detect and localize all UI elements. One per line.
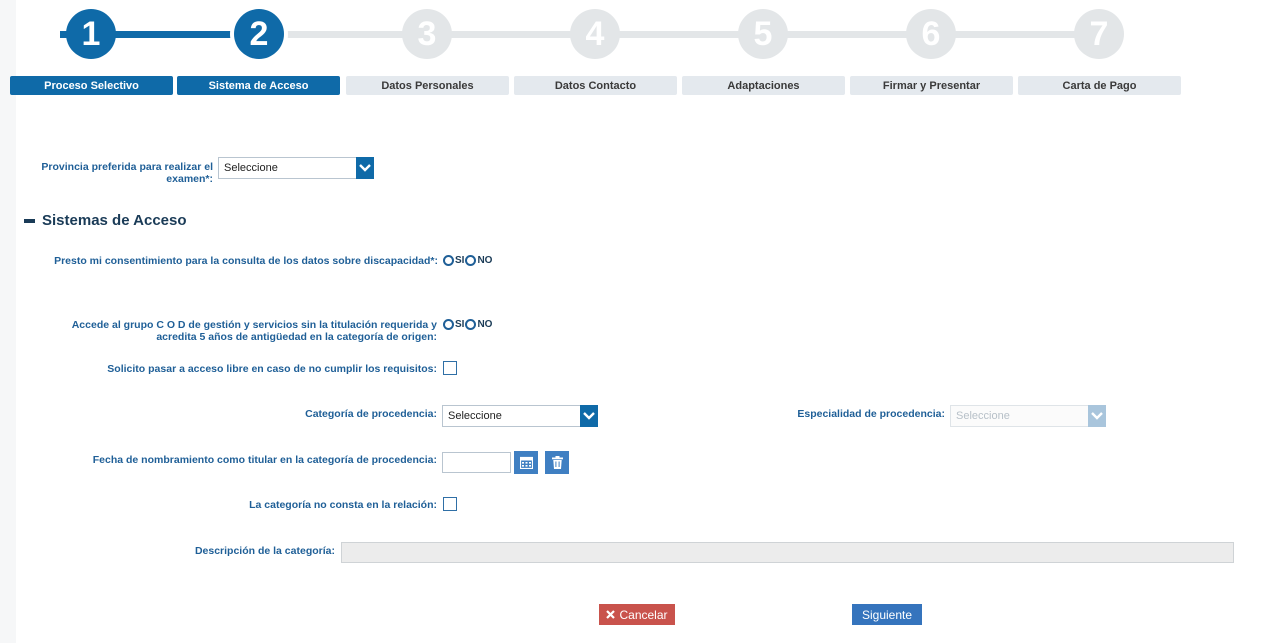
calendar-button[interactable] <box>514 451 538 474</box>
provincia-select[interactable] <box>218 157 374 179</box>
step-4-circle[interactable]: 4 <box>570 9 620 59</box>
tab-sistema-acceso[interactable]: Sistema de Acceso <box>177 76 340 95</box>
step-5-circle[interactable]: 5 <box>738 9 788 59</box>
no-consta-checkbox[interactable] <box>443 497 457 511</box>
chevron-down-icon <box>580 405 598 427</box>
wizard-stepper <box>0 0 1280 100</box>
especialidad-select-value: Seleccione <box>956 410 1010 422</box>
especialidad-select[interactable] <box>950 405 1106 427</box>
grupo-no-label: NO <box>477 319 493 330</box>
minus-icon <box>24 219 35 223</box>
consent-label: Presto mi consentimiento para la consulta de los datos sobre discapacidad*: <box>54 255 438 267</box>
grupo-label: Accede al grupo C O D de gestión y servicios sin la titulación requerida y acredita 5 años de antigüedad en la categoría de origen: <box>71 319 437 343</box>
step-7-circle[interactable]: 7 <box>1074 9 1124 59</box>
grupo-radio-no[interactable] <box>465 319 476 330</box>
close-icon <box>606 610 615 619</box>
section-title: Sistemas de Acceso <box>42 212 187 229</box>
categoria-select[interactable] <box>442 405 598 427</box>
grupo-radio-group <box>443 319 493 330</box>
especialidad-label: Especialidad de procedencia: <box>797 408 945 420</box>
no-consta-label: La categoría no consta en la relación: <box>249 499 437 511</box>
section-sistemas-acceso[interactable] <box>24 212 187 229</box>
next-button[interactable] <box>852 604 922 625</box>
consent-radio-group <box>443 255 493 266</box>
tab-datos-contacto[interactable]: Datos Contacto <box>514 76 677 95</box>
tab-carta-pago[interactable]: Carta de Pago <box>1018 76 1181 95</box>
consent-no-label: NO <box>477 255 493 266</box>
acceso-libre-label: Solicito pasar a acceso libre en caso de no cumplir los requisitos: <box>107 363 437 375</box>
step-2-circle[interactable]: 2 <box>234 9 284 59</box>
categoria-select-value: Seleccione <box>448 410 502 422</box>
calendar-icon <box>520 456 533 469</box>
categoria-label: Categoría de procedencia: <box>305 408 437 420</box>
fecha-label: Fecha de nombramiento como titular en la categoría de procedencia: <box>92 454 437 466</box>
step-connector-pending <box>258 31 1098 38</box>
clear-date-button[interactable] <box>545 451 569 474</box>
step-1-circle[interactable]: 1 <box>66 9 116 59</box>
fecha-input[interactable] <box>442 452 511 473</box>
consent-si-label: SI <box>455 255 465 266</box>
tab-proceso-selectivo[interactable]: Proceso Selectivo <box>10 76 173 95</box>
grupo-radio-si[interactable] <box>443 319 454 330</box>
chevron-down-icon <box>356 157 374 179</box>
descripcion-field[interactable] <box>341 542 1234 563</box>
provincia-select-value: Seleccione <box>224 162 278 174</box>
tab-adaptaciones[interactable]: Adaptaciones <box>682 76 845 95</box>
grupo-si-label: SI <box>455 319 465 330</box>
next-button-label: Siguiente <box>861 607 913 622</box>
tab-datos-personales[interactable]: Datos Personales <box>346 76 509 95</box>
step-6-circle[interactable]: 6 <box>906 9 956 59</box>
step-3-circle[interactable]: 3 <box>402 9 452 59</box>
acceso-libre-checkbox[interactable] <box>443 361 457 375</box>
chevron-down-icon <box>1088 405 1106 427</box>
tab-firmar-presentar[interactable]: Firmar y Presentar <box>850 76 1013 95</box>
cancel-button[interactable] <box>599 604 675 625</box>
cancel-button-label: Cancelar <box>619 607 668 622</box>
provincia-label: Provincia preferida para realizar el examen*: <box>41 161 213 185</box>
descripcion-label: Descripción de la categoría: <box>194 545 335 557</box>
trash-icon <box>552 456 563 469</box>
consent-radio-no[interactable] <box>465 255 476 266</box>
consent-radio-si[interactable] <box>443 255 454 266</box>
